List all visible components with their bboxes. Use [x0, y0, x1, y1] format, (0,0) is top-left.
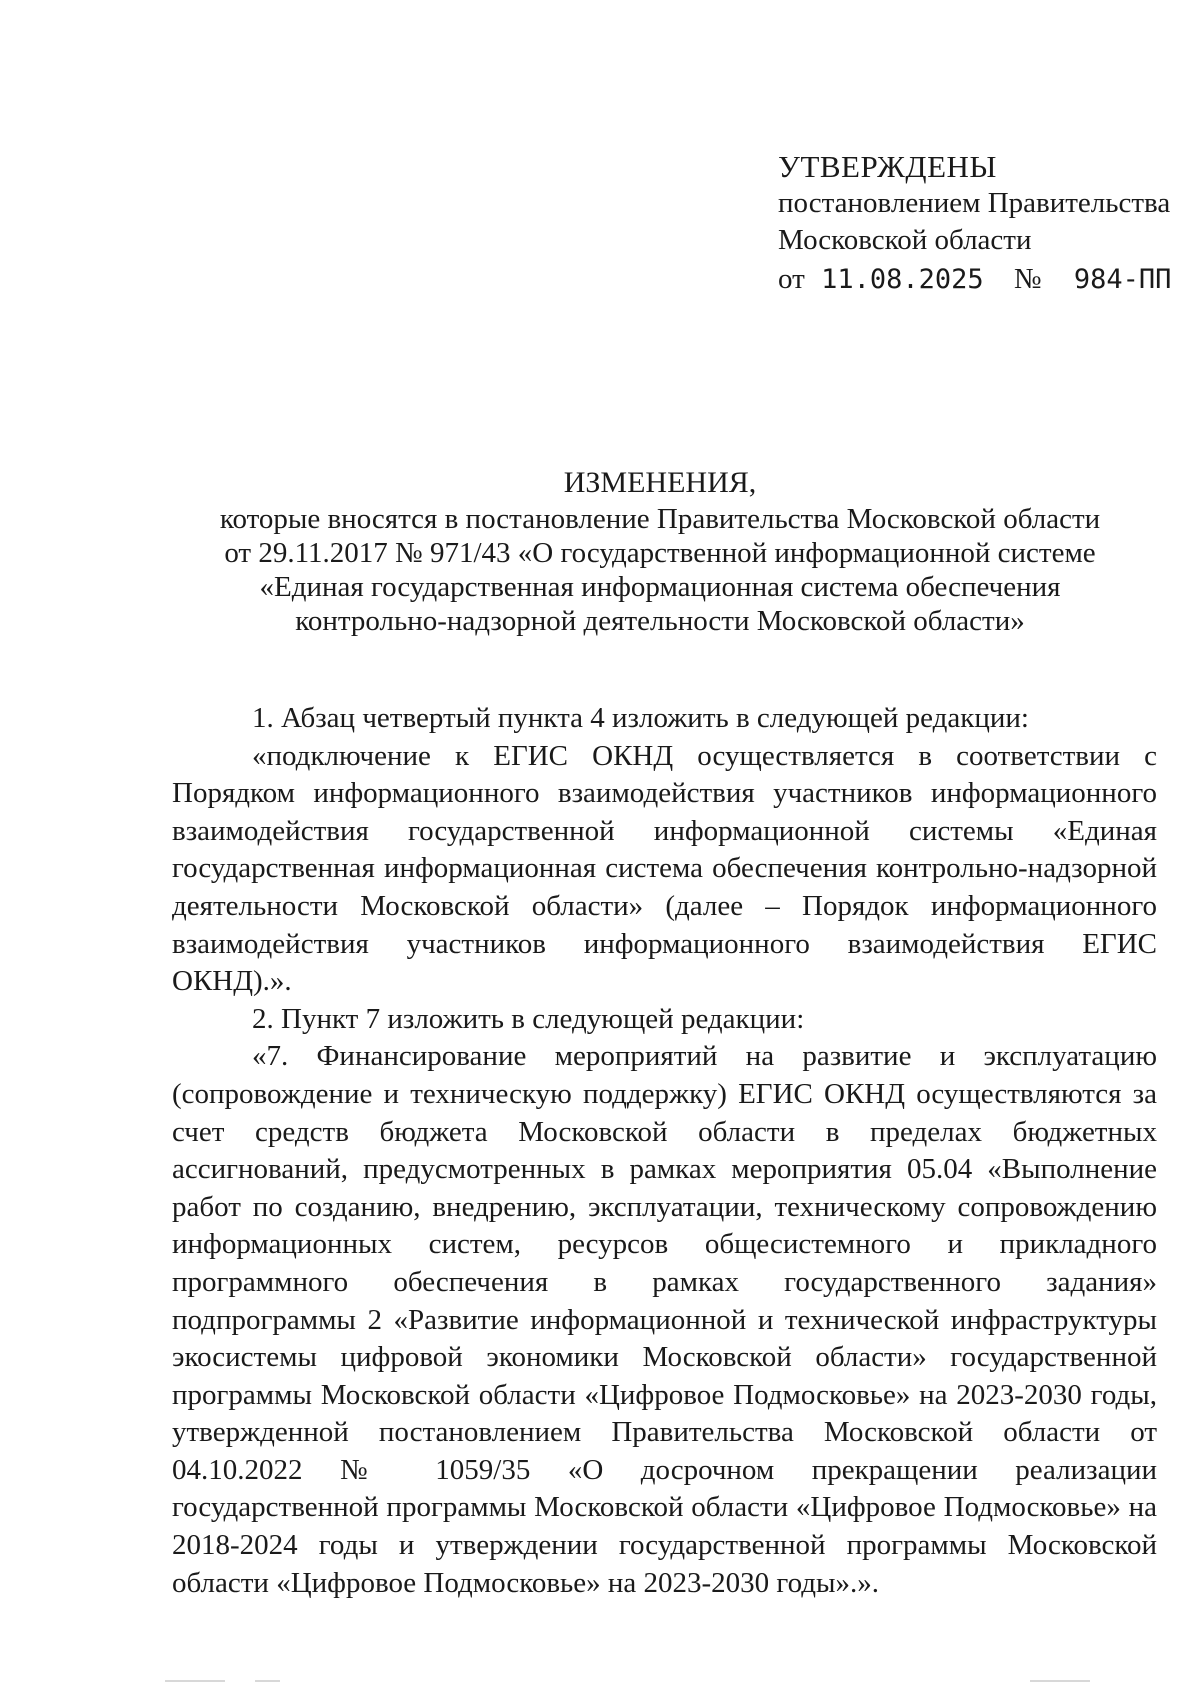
approval-line-2: Московской области — [778, 224, 1032, 256]
paragraph-item-2-text: «7. Финансирование мероприятий на развитие и эксплуатацию (сопровождение и техническую поддержку) ЕГИС ОКНД осуществляются за счет средств бюджета Московской области в пределах бюджетных ассигнований, предусмотренных в рамках мероприятия 05.04 «Выполнение работ по созданию, внедрению, эксплуатации, техническому сопровождению информационных систем, ресурсов общесистемного и прикладного программного обеспечения в рамках государственного задания» подпрограммы 2 «Развитие информационной и технической инфраструктуры экосистемы цифровой экономики Московской области» государственной программы Московской области «Цифровое Подмосковье» на 2023-2030 годы, утвержденной постановлением Правительства Московской области от 04.10.2022 № 1059/35 «О досрочном прекращении реализации государственной программы Московской области «Цифровое Подмосковье» на 2018-2024 годы и утверждении государственной программы Московской области «Цифровое Подмосковье» на 2023-2030 годы».». — [172, 1040, 1157, 1599]
date-prefix: от — [778, 263, 805, 295]
approval-line-1: постановлением Правительства — [778, 187, 1171, 219]
approval-number: 984-ПП — [1073, 264, 1172, 295]
paragraph-item-2: 2. Пункт 7 изложить в следующей редакции: — [252, 1002, 805, 1035]
approved-label: УТВЕРЖДЕНЫ — [778, 149, 997, 184]
approval-date: 11.08.2025 — [821, 264, 984, 295]
paragraph-item-1: 1. Абзац четвертый пункта 4 изложить в следующей редакции: — [252, 702, 1029, 734]
document-body — [172, 700, 1157, 1602]
document-header — [160, 466, 1160, 638]
scan-mark — [165, 1680, 225, 1682]
scan-bottom-marks — [0, 1680, 1200, 1686]
document-title: ИЗМЕНЕНИЯ, — [563, 466, 757, 499]
scan-mark — [1030, 1680, 1090, 1682]
header-line-1: которые вносятся в постановление Правительства Московской области — [219, 503, 1101, 535]
scan-mark — [255, 1680, 280, 1682]
approval-date-line — [778, 261, 1171, 298]
header-line-3: «Единая государственная информационная система обеспечения — [259, 571, 1061, 603]
approval-block — [778, 148, 1171, 298]
header-line-2: от 29.11.2017 № 971/43 «О государственной информационной системе — [224, 537, 1096, 569]
number-sign: № — [1013, 263, 1042, 295]
paragraph-item-1-text: «подключение к ЕГИС ОКНД осуществляется в соответствии с Порядком информационного взаимодействия участников информационного взаимодействия государственной информационной системы «Единая государственная информационная система обеспечения контрольно-надзорной деятельности Московской области» (далее – Порядок информационного взаимодействия участников информационного взаимодействия ЕГИС ОКНД).». — [172, 739, 1157, 998]
header-line-4: контрольно-надзорной деятельности Московской области» — [295, 605, 1025, 637]
